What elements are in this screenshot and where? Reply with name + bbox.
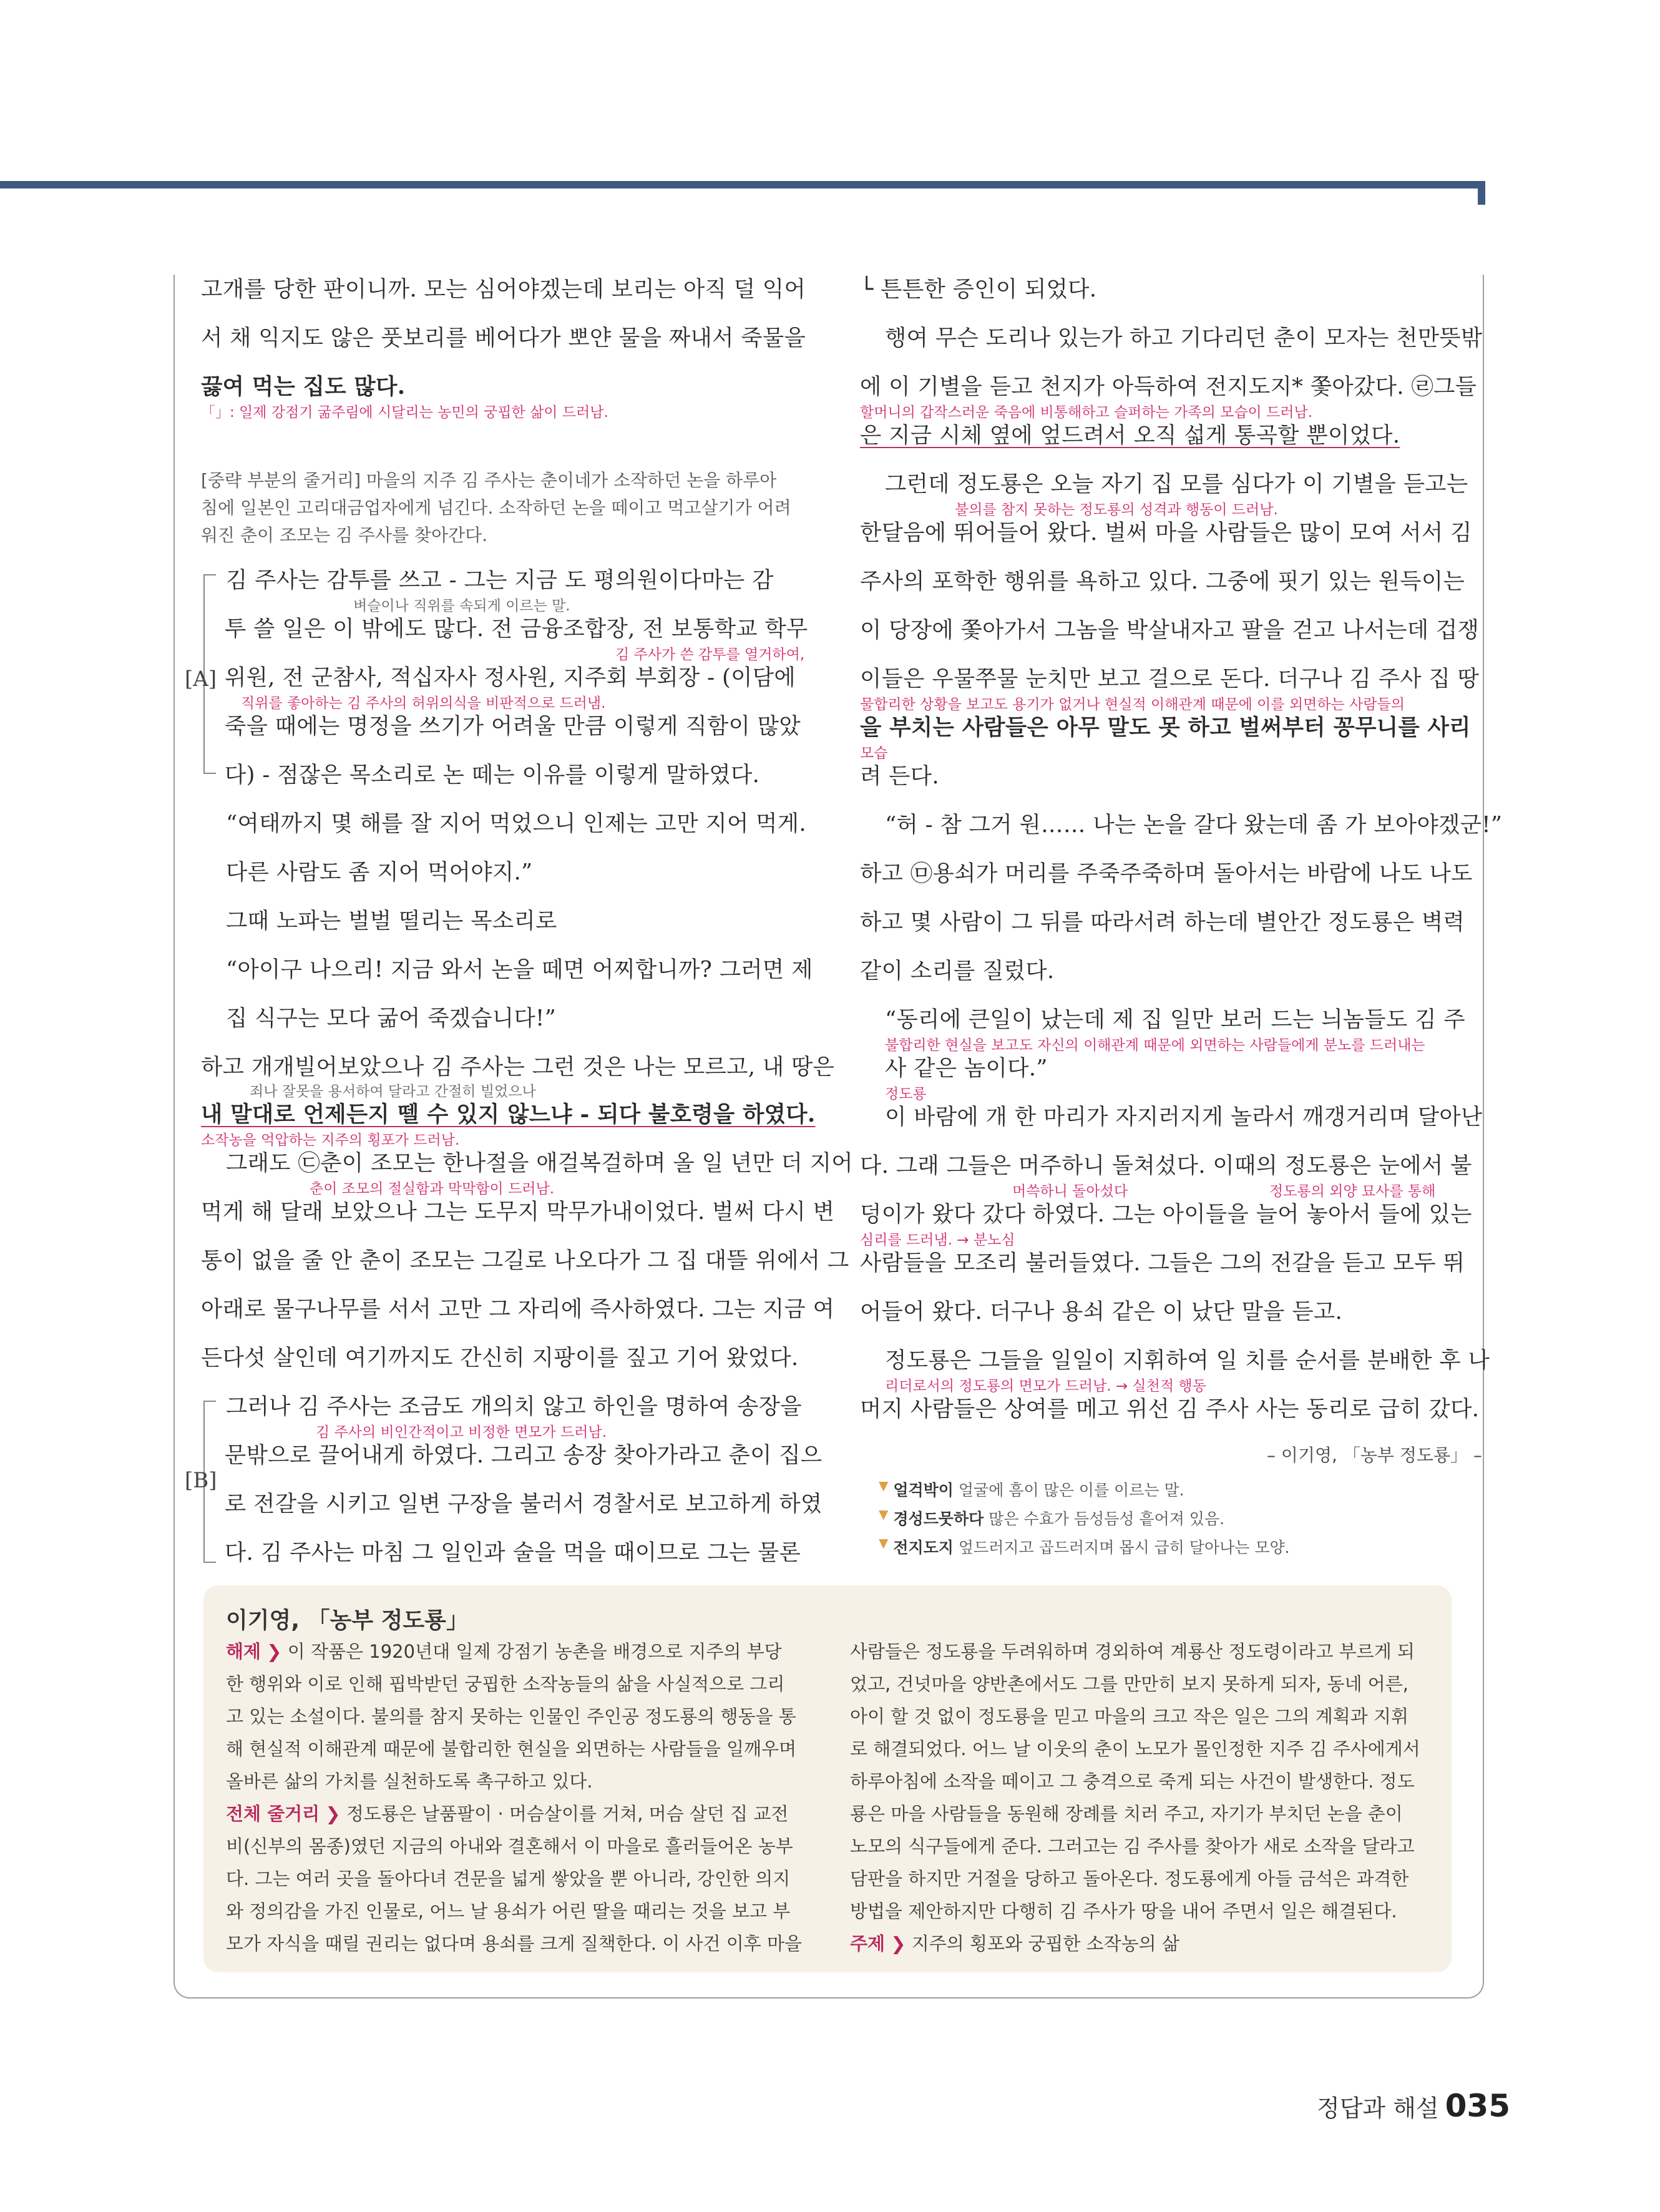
- annotation: 리더로서의 정도룡의 면모가 드러남. → 실천적 행동: [885, 1378, 1206, 1394]
- annotation: 「」: 일제 강점기 굶주림에 시달리는 농민의 궁핍한 삶이 드러남.: [201, 404, 608, 421]
- info-line: 담판을 하지만 거절을 당하고 돌아온다. 정도룡에게 아들 금석은 과격한: [850, 1868, 1409, 1889]
- text-line: 그런데 정도룡은 오늘 자기 집 모를 심다가 이 기별을 듣고는: [885, 471, 1468, 497]
- gloss: 죄나 잘못을 용서하여 달라고 간절히 빌었으나: [250, 1084, 536, 1100]
- chevron-right-icon: ❯: [325, 1803, 341, 1824]
- summary-line: 침에 일본인 고리대금업자에게 넘긴다. 소작하던 논을 떼이고 먹고살기가 어려: [201, 497, 791, 518]
- text-line: “아이구 나으리! 지금 와서 논을 떼면 어찌합니까? 그러면 제: [226, 957, 813, 982]
- page-number: 035: [1445, 2088, 1510, 2124]
- text-line: 덩이가 왔다 갔다 하였다. 그는 아이들을 늘어 놓아서 들에 있는: [860, 1201, 1472, 1227]
- info-line: 전체 줄거리 ❯ 정도룡은 날품팔이 · 머슴살이를 거쳐, 머슴 살던 집 교전: [226, 1803, 789, 1824]
- annotation: 김 주사의 비인간적이고 비정한 면모가 드러남.: [316, 1424, 607, 1441]
- info-line: 한 행위와 이로 인해 핍박받던 궁핍한 소작농들의 삶을 사실적으로 그리: [226, 1673, 785, 1695]
- triangle-icon: ▼: [879, 1535, 889, 1550]
- summary-line: [중략 부분의 줄거리] 마을의 지주 김 주사는 춘이네가 소작하던 논을 하루아: [201, 470, 777, 491]
- text-line: 그래도 ㉢춘이 조모는 한나절을 애걸복걸하며 올 일 년만 더 지어: [226, 1150, 853, 1176]
- info-line: 모가 자식을 때릴 권리는 없다며 용쇠를 크게 질책한다. 이 사건 이후 마을: [226, 1933, 803, 1954]
- info-line: 하루아침에 소작을 떼이고 그 충격으로 죽게 되는 사건이 발생한다. 정도: [850, 1771, 1415, 1792]
- text-line: 머지 사람들은 상여를 메고 위선 김 주사 사는 동리로 급히 갔다.: [860, 1396, 1480, 1422]
- text-line: 투 쓸 일은 이 밖에도 많다. 전 금융조합장, 전 보통학교 학무: [225, 616, 808, 642]
- triangle-icon: ▼: [879, 1507, 889, 1522]
- text-line: 다. 그래 그들은 머주하니 돌쳐섰다. 이때의 정도룡은 눈에서 불: [860, 1153, 1472, 1178]
- text-line: 려 든다.: [860, 763, 939, 789]
- annotation: 춘이 조모의 절실함과 막막함이 드러남.: [310, 1181, 555, 1197]
- info-line: 었고, 건넛마을 양반촌에서도 그를 만만히 보지 못하게 되자, 동네 어른,: [850, 1673, 1409, 1695]
- chevron-right-icon: ❯: [266, 1641, 282, 1662]
- annotation: 물합리한 상황을 보고도 용기가 없거나 현실적 이해관계 때문에 이를 외면하는 사람들의: [860, 697, 1405, 713]
- text-line: 죽을 때에는 명정을 쓰기가 어려울 만큼 이렇게 직함이 많았: [225, 713, 801, 739]
- footnote: ▼ 얼걱박이 얼굴에 흠이 많은 이를 이르는 말.: [879, 1478, 1184, 1499]
- text-line: 행여 무슨 도리나 있는가 하고 기다리던 춘이 모자는 천만뜻밖: [885, 325, 1483, 351]
- text-line: 하고 ㉤용쇠가 머리를 주죽주죽하며 돌아서는 바람에 나도 나도: [860, 861, 1473, 886]
- info-line: 노모의 식구들에게 준다. 그러고는 김 주사를 찾아가 새로 소작을 달라고: [850, 1836, 1415, 1857]
- annotation: 직위를 좋아하는 김 주사의 허위의식을 비판적으로 드러냄.: [241, 695, 606, 712]
- text-line: 그러나 김 주사는 조금도 개의치 않고 하인을 명하여 송장을: [226, 1394, 802, 1419]
- text-line: └ 튼튼한 증인이 되었다.: [860, 276, 1097, 302]
- annotation: 김 주사가 쓴 감투를 열거하여,: [615, 647, 805, 663]
- triangle-icon: ▼: [879, 1478, 889, 1493]
- summary-line: 워진 춘이 조모는 김 주사를 찾아간다.: [201, 525, 488, 546]
- text-line: 먹게 해 달래 보았으나 그는 도무지 막무가내이었다. 벌써 다시 변: [201, 1199, 835, 1225]
- text-line: 로 전갈을 시키고 일변 구장을 불러서 경찰서로 보고하게 하였: [225, 1491, 823, 1517]
- chevron-right-icon: ❯: [891, 1933, 906, 1954]
- text-line: 같이 소리를 질렀다.: [860, 958, 1055, 984]
- text-line: 은 지금 시체 옆에 엎드려서 오직 섧게 통곡할 뿐이었다.: [860, 423, 1400, 448]
- annotation: 불합리한 현실을 보고도 자신의 이해관계 때문에 외면하는 사람들에게 분노를 드러내는: [885, 1037, 1425, 1054]
- text-line: 내 말대로 언제든지 뗄 수 있지 않느냐 - 되다 불호령을 하였다.: [201, 1102, 816, 1127]
- info-line: 사람들은 정도룡을 두려워하며 경외하여 계룡산 정도령이라고 부르게 되: [850, 1641, 1415, 1662]
- text-line: 다) - 점잖은 목소리로 논 떼는 이유를 이렇게 말하였다.: [225, 762, 760, 788]
- text-line: 다. 김 주사는 마침 그 일인과 술을 먹을 때이므로 그는 물론: [225, 1540, 801, 1565]
- text-line: “동리에 큰일이 났는데 제 집 일만 보러 드는 늬놈들도 김 주: [885, 1007, 1465, 1032]
- info-line: 주제 ❯ 지주의 횡포와 궁핍한 소작농의 삶: [850, 1933, 1179, 1954]
- info-line: 다. 그는 여러 곳을 돌아다녀 견문을 넓게 쌓았을 뿐 아니라, 강인한 의지: [226, 1868, 791, 1889]
- info-line: 아이 할 것 없이 정도룡을 믿고 마을의 크고 작은 일은 그의 계획과 지휘: [850, 1706, 1409, 1727]
- text-line: 사람들을 모조리 불러들였다. 그들은 그의 전갈을 듣고 모두 뛰: [860, 1250, 1465, 1276]
- page-footer: [1317, 2088, 1510, 2124]
- annotation: 소작농을 억압하는 지주의 횡포가 드러남.: [201, 1132, 460, 1148]
- annotation: 모습: [860, 745, 888, 761]
- text-line: 어들어 왔다. 더구나 용쇠 같은 이 났단 말을 듣고.: [860, 1299, 1343, 1324]
- text-line: 에 이 기별을 듣고 천지가 아득하여 전지도지* 쫓아갔다. ㉣그들: [860, 374, 1477, 399]
- text-line: 이들은 우물쭈물 눈치만 보고 걸으로 돈다. 더구나 김 주사 집 땅: [860, 666, 1480, 692]
- annotation: 불의를 참지 못하는 정도룡의 성격과 행동이 드러남.: [955, 502, 1278, 518]
- annotation: 심리를 드러냄. → 분노심: [860, 1232, 1015, 1248]
- annotation: 할머니의 갑작스러운 죽음에 비통해하고 슬퍼하는 가족의 모습이 드러남.: [860, 404, 1313, 421]
- text-line: “허 - 참 그거 원…… 나는 논을 갈다 왔는데 좀 가 보아야겠군!”: [885, 812, 1503, 838]
- text-line: 주사의 포학한 행위를 욕하고 있다. 그중에 핏기 있는 원득이는: [860, 569, 1465, 594]
- info-line: 해 현실적 이해관계 때문에 불합리한 현실을 외면하는 사람들을 일깨우며: [226, 1738, 797, 1759]
- text-line: 을 부치는 사람들은 아무 말도 못 하고 벌써부터 꽁무니를 사리: [860, 715, 1471, 740]
- footnote: ▼ 경성드뭇하다 많은 수효가 듬성듬성 흩어져 있음.: [879, 1507, 1225, 1528]
- info-line: 와 정의감을 가진 인물로, 어느 날 용쇠가 어린 딸을 때리는 것을 보고 부: [226, 1901, 791, 1922]
- info-line: 로 해결되었다. 어느 날 이웃의 춘이 노모가 몰인정한 지주 김 주사에게서: [850, 1738, 1420, 1759]
- info-line: 올바른 삶의 가치를 실천하도록 촉구하고 있다.: [226, 1771, 593, 1792]
- text-line: 정도룡은 그들을 일일이 지휘하여 일 치를 순서를 분배한 후 나: [885, 1348, 1490, 1373]
- text-line: 김 주사는 감투를 쓰고 - 그는 지금 도 평의원이다마는 감: [226, 567, 774, 593]
- text-line: 하고 개개빌어보았으나 김 주사는 그런 것은 나는 모르고, 내 땅은: [201, 1054, 835, 1080]
- info-line: 룡은 마을 사람들을 동원해 장례를 치러 주고, 자기가 부치던 논을 춘이: [850, 1803, 1403, 1824]
- text-line: 끓여 먹는 집도 많다.: [201, 374, 406, 399]
- source-citation: – 이기영, 「농부 정도룡」 –: [1267, 1445, 1482, 1466]
- text-line: 통이 없을 줄 안 춘이 조모는 그길로 나오다가 그 집 대뜰 위에서 그: [201, 1248, 849, 1273]
- text-line: 고개를 당한 판이니까. 모는 심어야겠는데 보리는 아직 덜 익어: [201, 276, 806, 302]
- text-line: 이 당장에 쫓아가서 그놈을 박살내자고 팔을 걷고 나서는데 겁쟁: [860, 617, 1480, 643]
- text-line: 서 채 익지도 않은 풋보리를 베어다가 뽀얀 물을 짜내서 죽물을: [201, 325, 806, 351]
- text-line: 다른 사람도 좀 지어 먹어야지.”: [226, 859, 533, 885]
- text-line: 문밖으로 끌어내게 하였다. 그리고 송장 찾아가라고 춘이 집으: [225, 1442, 823, 1468]
- bracket-label-b: [B]: [185, 1468, 217, 1493]
- text-line: “여태까지 몇 해를 잘 지어 먹었으니 인제는 고만 지어 먹게.: [226, 811, 806, 836]
- info-line: 고 있는 소설이다. 불의를 참지 못하는 인물인 주인공 정도룡의 행동을 통: [226, 1706, 796, 1727]
- text-line: 든다섯 살인데 여기까지도 간신히 지팡이를 짚고 기어 왔었다.: [201, 1345, 799, 1371]
- header-rule: [0, 181, 1485, 188]
- annotation: 정도룡의 외양 묘사를 통해: [1269, 1183, 1436, 1200]
- info-line: 비(신부의 몸종)였던 지금의 아내와 결혼해서 이 마을로 흘러들어온 농부: [226, 1836, 793, 1857]
- text-line: 한달음에 뛰어들어 왔다. 벌써 마을 사람들은 많이 모여 서서 김: [860, 520, 1472, 546]
- header-rule-tick: [1478, 181, 1485, 205]
- text-line: 이 바람에 개 한 마리가 자지러지게 놀라서 깨갱거리며 달아난: [885, 1104, 1483, 1130]
- footnote: ▼ 전지도지 엎드러지고 곱드러지며 몹시 급히 달아나는 모양.: [879, 1535, 1290, 1557]
- info-line: 방법을 제안하지만 다행히 김 주사가 땅을 내어 주면서 일은 해결된다.: [850, 1901, 1397, 1922]
- info-line: 해제 ❯ 이 작품은 1920년대 일제 강점기 농촌을 배경으로 지주의 부당: [226, 1641, 782, 1662]
- info-box-title: 이기영, 「농부 정도룡」: [226, 1608, 469, 1633]
- text-line: 사 같은 놈이다.”: [885, 1055, 1048, 1081]
- text-line: 하고 몇 사람이 그 뒤를 따라서려 하는데 별안간 정도룡은 벽력: [860, 909, 1465, 935]
- footer-label: 정답과 해설: [1317, 2095, 1439, 2122]
- annotation: 머쓱하니 돌아섰다: [1012, 1183, 1128, 1200]
- gloss: 벼슬이나 직위를 속되게 이르는 말.: [353, 598, 570, 614]
- text-line: 위원, 전 군참사, 적십자사 정사원, 지주회 부회장 - (이담에: [225, 665, 796, 690]
- text-line: 아래로 물구나무를 서서 고만 그 자리에 즉사하였다. 그는 지금 여: [201, 1296, 835, 1322]
- bracket-label-a: [A]: [185, 667, 217, 692]
- text-line: 그때 노파는 벌벌 떨리는 목소리로: [226, 908, 557, 934]
- text-line: 집 식구는 모다 굶어 죽겠습니다!”: [226, 1006, 557, 1031]
- annotation: 정도룡: [885, 1086, 927, 1102]
